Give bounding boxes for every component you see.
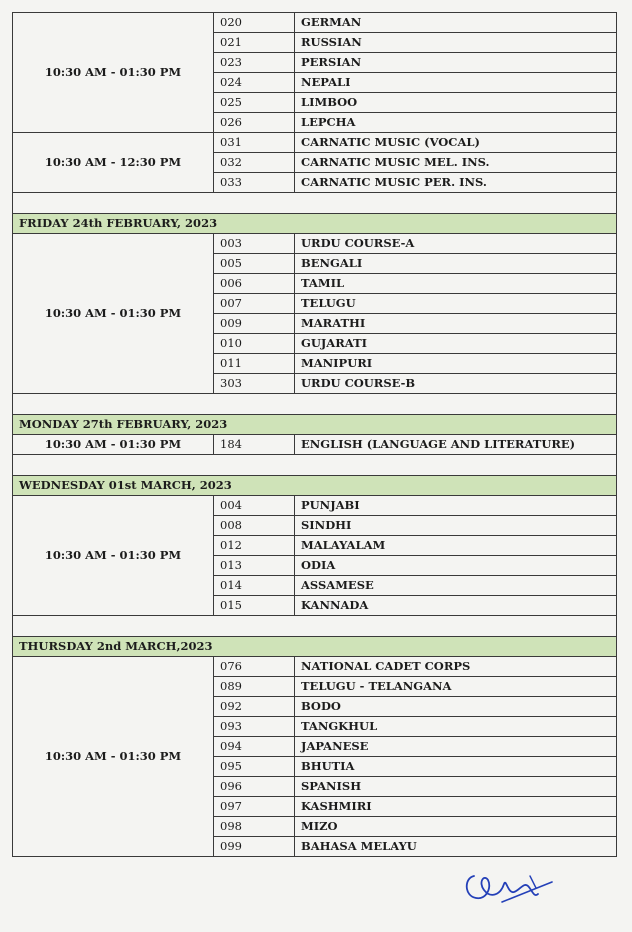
subject-row: [13, 496, 617, 516]
subject-code: 012: [214, 536, 295, 556]
subject-name: NEPALI: [295, 73, 617, 93]
section-spacer: [13, 616, 617, 637]
subject-name: JAPANESE: [295, 737, 617, 757]
subject-name: TELUGU: [295, 294, 617, 314]
spacer-cell: [13, 394, 617, 415]
exam-schedule-table: [12, 12, 617, 857]
subject-name: GERMAN: [295, 13, 617, 33]
subject-name: URDU COURSE-B: [295, 374, 617, 394]
subject-code: 015: [214, 596, 295, 616]
subject-name: MARATHI: [295, 314, 617, 334]
subject-name: CARNATIC MUSIC MEL. INS.: [295, 153, 617, 173]
subject-code: 005: [214, 254, 295, 274]
subject-code: 025: [214, 93, 295, 113]
subject-name: PUNJABI: [295, 496, 617, 516]
subject-code: 096: [214, 777, 295, 797]
subject-row: [13, 657, 617, 677]
subject-name: LEPCHA: [295, 113, 617, 133]
exam-time: 10:30 AM - 01:30 PM: [13, 13, 214, 133]
subject-name: BAHASA MELAYU: [295, 837, 617, 857]
subject-code: 097: [214, 797, 295, 817]
subject-name: SINDHI: [295, 516, 617, 536]
subject-code: 010: [214, 334, 295, 354]
subject-code: 007: [214, 294, 295, 314]
subject-name: MIZO: [295, 817, 617, 837]
subject-name: MALAYALAM: [295, 536, 617, 556]
subject-code: 003: [214, 234, 295, 254]
subject-code: 014: [214, 576, 295, 596]
subject-code: 089: [214, 677, 295, 697]
subject-code: 006: [214, 274, 295, 294]
subject-code: 031: [214, 133, 295, 153]
subject-name: BODO: [295, 697, 617, 717]
subject-code: 098: [214, 817, 295, 837]
subject-name: CARNATIC MUSIC PER. INS.: [295, 173, 617, 193]
spacer-cell: [13, 455, 617, 476]
date-header-row: [13, 637, 617, 657]
subject-name: SPANISH: [295, 777, 617, 797]
subject-code: 184: [214, 435, 295, 455]
subject-name: ENGLISH (LANGUAGE AND LITERATURE): [295, 435, 617, 455]
subject-row: [13, 234, 617, 254]
subject-name: URDU COURSE-A: [295, 234, 617, 254]
exam-date: MONDAY 27th FEBRUARY, 2023: [13, 415, 617, 435]
exam-time: 10:30 AM - 01:30 PM: [13, 435, 214, 455]
exam-time: 10:30 AM - 01:30 PM: [13, 234, 214, 394]
subject-name: BHUTIA: [295, 757, 617, 777]
subject-code: 024: [214, 73, 295, 93]
subject-code: 032: [214, 153, 295, 173]
subject-code: 004: [214, 496, 295, 516]
subject-name: CARNATIC MUSIC (VOCAL): [295, 133, 617, 153]
exam-date: FRIDAY 24th FEBRUARY, 2023: [13, 214, 617, 234]
subject-name: KANNADA: [295, 596, 617, 616]
subject-code: 009: [214, 314, 295, 334]
subject-code: 093: [214, 717, 295, 737]
subject-name: PERSIAN: [295, 53, 617, 73]
subject-name: TANGKHUL: [295, 717, 617, 737]
signature: [462, 868, 554, 908]
subject-code: 011: [214, 354, 295, 374]
exam-date: THURSDAY 2nd MARCH,2023: [13, 637, 617, 657]
date-header-row: [13, 214, 617, 234]
exam-time: 10:30 AM - 01:30 PM: [13, 496, 214, 616]
subject-name: ASSAMESE: [295, 576, 617, 596]
subject-name: MANIPURI: [295, 354, 617, 374]
subject-code: 013: [214, 556, 295, 576]
subject-code: 303: [214, 374, 295, 394]
subject-code: 092: [214, 697, 295, 717]
subject-name: BENGALI: [295, 254, 617, 274]
subject-name: KASHMIRI: [295, 797, 617, 817]
spacer-cell: [13, 616, 617, 637]
exam-date: WEDNESDAY 01st MARCH, 2023: [13, 476, 617, 496]
exam-time: 10:30 AM - 12:30 PM: [13, 133, 214, 193]
subject-code: 008: [214, 516, 295, 536]
section-spacer: [13, 455, 617, 476]
subject-code: 033: [214, 173, 295, 193]
spacer-cell: [13, 193, 617, 214]
section-spacer: [13, 394, 617, 415]
subject-code: 023: [214, 53, 295, 73]
subject-row: [13, 133, 617, 153]
subject-name: NATIONAL CADET CORPS: [295, 657, 617, 677]
subject-code: 021: [214, 33, 295, 53]
subject-code: 020: [214, 13, 295, 33]
subject-row: [13, 435, 617, 455]
subject-name: ODIA: [295, 556, 617, 576]
subject-name: TAMIL: [295, 274, 617, 294]
date-header-row: [13, 476, 617, 496]
subject-code: 099: [214, 837, 295, 857]
subject-code: 026: [214, 113, 295, 133]
subject-name: RUSSIAN: [295, 33, 617, 53]
subject-code: 094: [214, 737, 295, 757]
subject-name: GUJARATI: [295, 334, 617, 354]
subject-name: TELUGU - TELANGANA: [295, 677, 617, 697]
subject-code: 095: [214, 757, 295, 777]
subject-row: [13, 13, 617, 33]
subject-code: 076: [214, 657, 295, 677]
date-header-row: [13, 415, 617, 435]
exam-time: 10:30 AM - 01:30 PM: [13, 657, 214, 857]
subject-name: LIMBOO: [295, 93, 617, 113]
section-spacer: [13, 193, 617, 214]
